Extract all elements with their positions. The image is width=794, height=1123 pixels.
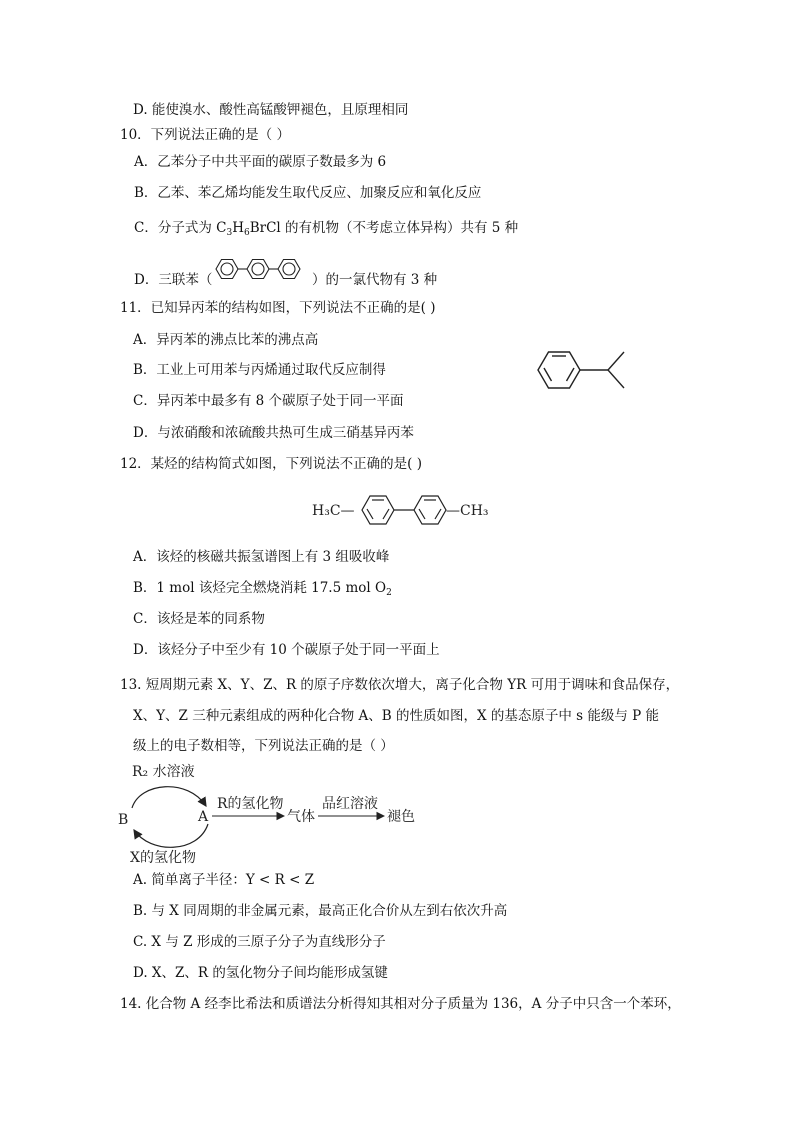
diagram-fade-label: 褪色 [387,809,415,825]
q14-stem: 14. 化合物 A 经李比希法和质谱法分析得知其相对分子质量为 136，A 分子中只含一个苯环， [120,996,681,1012]
q10-option-b: B．乙苯、苯乙烯均能发生取代反应、加聚反应和氧化反应 [134,185,482,201]
terphenyl-structure-image [212,254,308,284]
q11-stem: 11．已知异丙苯的结构如图，下列说法不正确的是( ) [120,300,436,316]
q12-option-a: A．该烃的核磁共振氢谱图上有 3 组吸收峰 [133,549,390,565]
q12-option-b: B．1 mol 该烃完全燃烧消耗 17.5 mol $O_2$ [133,580,392,598]
q10-stem: 10．下列说法正确的是（ ） [120,127,290,143]
reaction-diagram [110,758,440,868]
q11-option-c: C．异丙苯中最多有 8 个碳原子处于同一平面 [133,393,404,409]
diagram-arrow2-label: 品红溶液 [322,796,378,812]
q10-option-d-pre: D．三联苯（ [134,272,213,288]
q13-option-c: C. X 与 Z 形成的三原子分子为直线形分子 [133,934,386,950]
q12-stem: 12．某烃的结构简式如图，下列说法不正确的是( ) [120,456,423,472]
q13-stem-line2: X、Y、Z 三种元素组成的两种化合物 A、B 的性质如图，X 的基态原子中 s 能级与 P 能 [133,708,660,724]
diagram-bottom-label: X的氢化物 [130,850,196,866]
q10-option-c: C．分子式为 $C_3H_6BrCl$ 的有机物（不考虑立体异构）共有 5 种 [134,220,519,238]
q12-option-d: D．该烃分子中至少有 10 个碳原子处于同一平面上 [133,642,440,658]
q9-option-d: D. 能使溴水、酸性高锰酸钾褪色，且原理相同 [133,102,409,118]
q10-option-d-post: ）的一氯代物有 3 种 [312,272,438,288]
struct-left-label: H₃C— [312,503,355,519]
diagram-gas-label: 气体 [287,809,315,825]
struct-right-label: —CH₃ [446,503,489,519]
diagram-a-label: A [198,809,209,825]
diagram-b-label: B [118,812,129,828]
q13-stem-line1: 13. 短周期元素 X、Y、Z、R 的原子序数依次增大，离子化合物 YR 可用于调味和食品保存， [120,677,680,693]
q13-stem-line3: 级上的电子数相等，下列说法正确的是（ ） [133,738,394,754]
q11-option-b: B．工业上可用苯与丙烯通过取代反应制得 [133,362,386,378]
diagram-arrow1-label: R的氢化物 [217,796,284,812]
q13-option-a: A. 简单离子半径：Y < R < Z [133,872,315,888]
q13-option-b: B. 与 X 同周期的非金属元素，最高正化合价从左到右依次升高 [133,903,508,919]
diagram-top-label: R₂ 水溶液 [132,764,195,780]
q11-option-a: A．异丙苯的沸点比苯的沸点高 [133,332,319,348]
q11-option-d: D．与浓硝酸和浓硫酸共热可生成三硝基异丙苯 [133,425,414,441]
q13-option-d: D. X、Z、R 的氢化物分子间均能形成氢键 [133,965,388,981]
isopropylbenzene-structure-image [530,340,640,400]
q10-option-a: A．乙苯分子中共平面的碳原子数最多为 6 [134,154,387,170]
q12-option-c: C．该烃是苯的同系物 [133,611,265,627]
dimethylbiphenyl-structure-image [310,490,510,530]
